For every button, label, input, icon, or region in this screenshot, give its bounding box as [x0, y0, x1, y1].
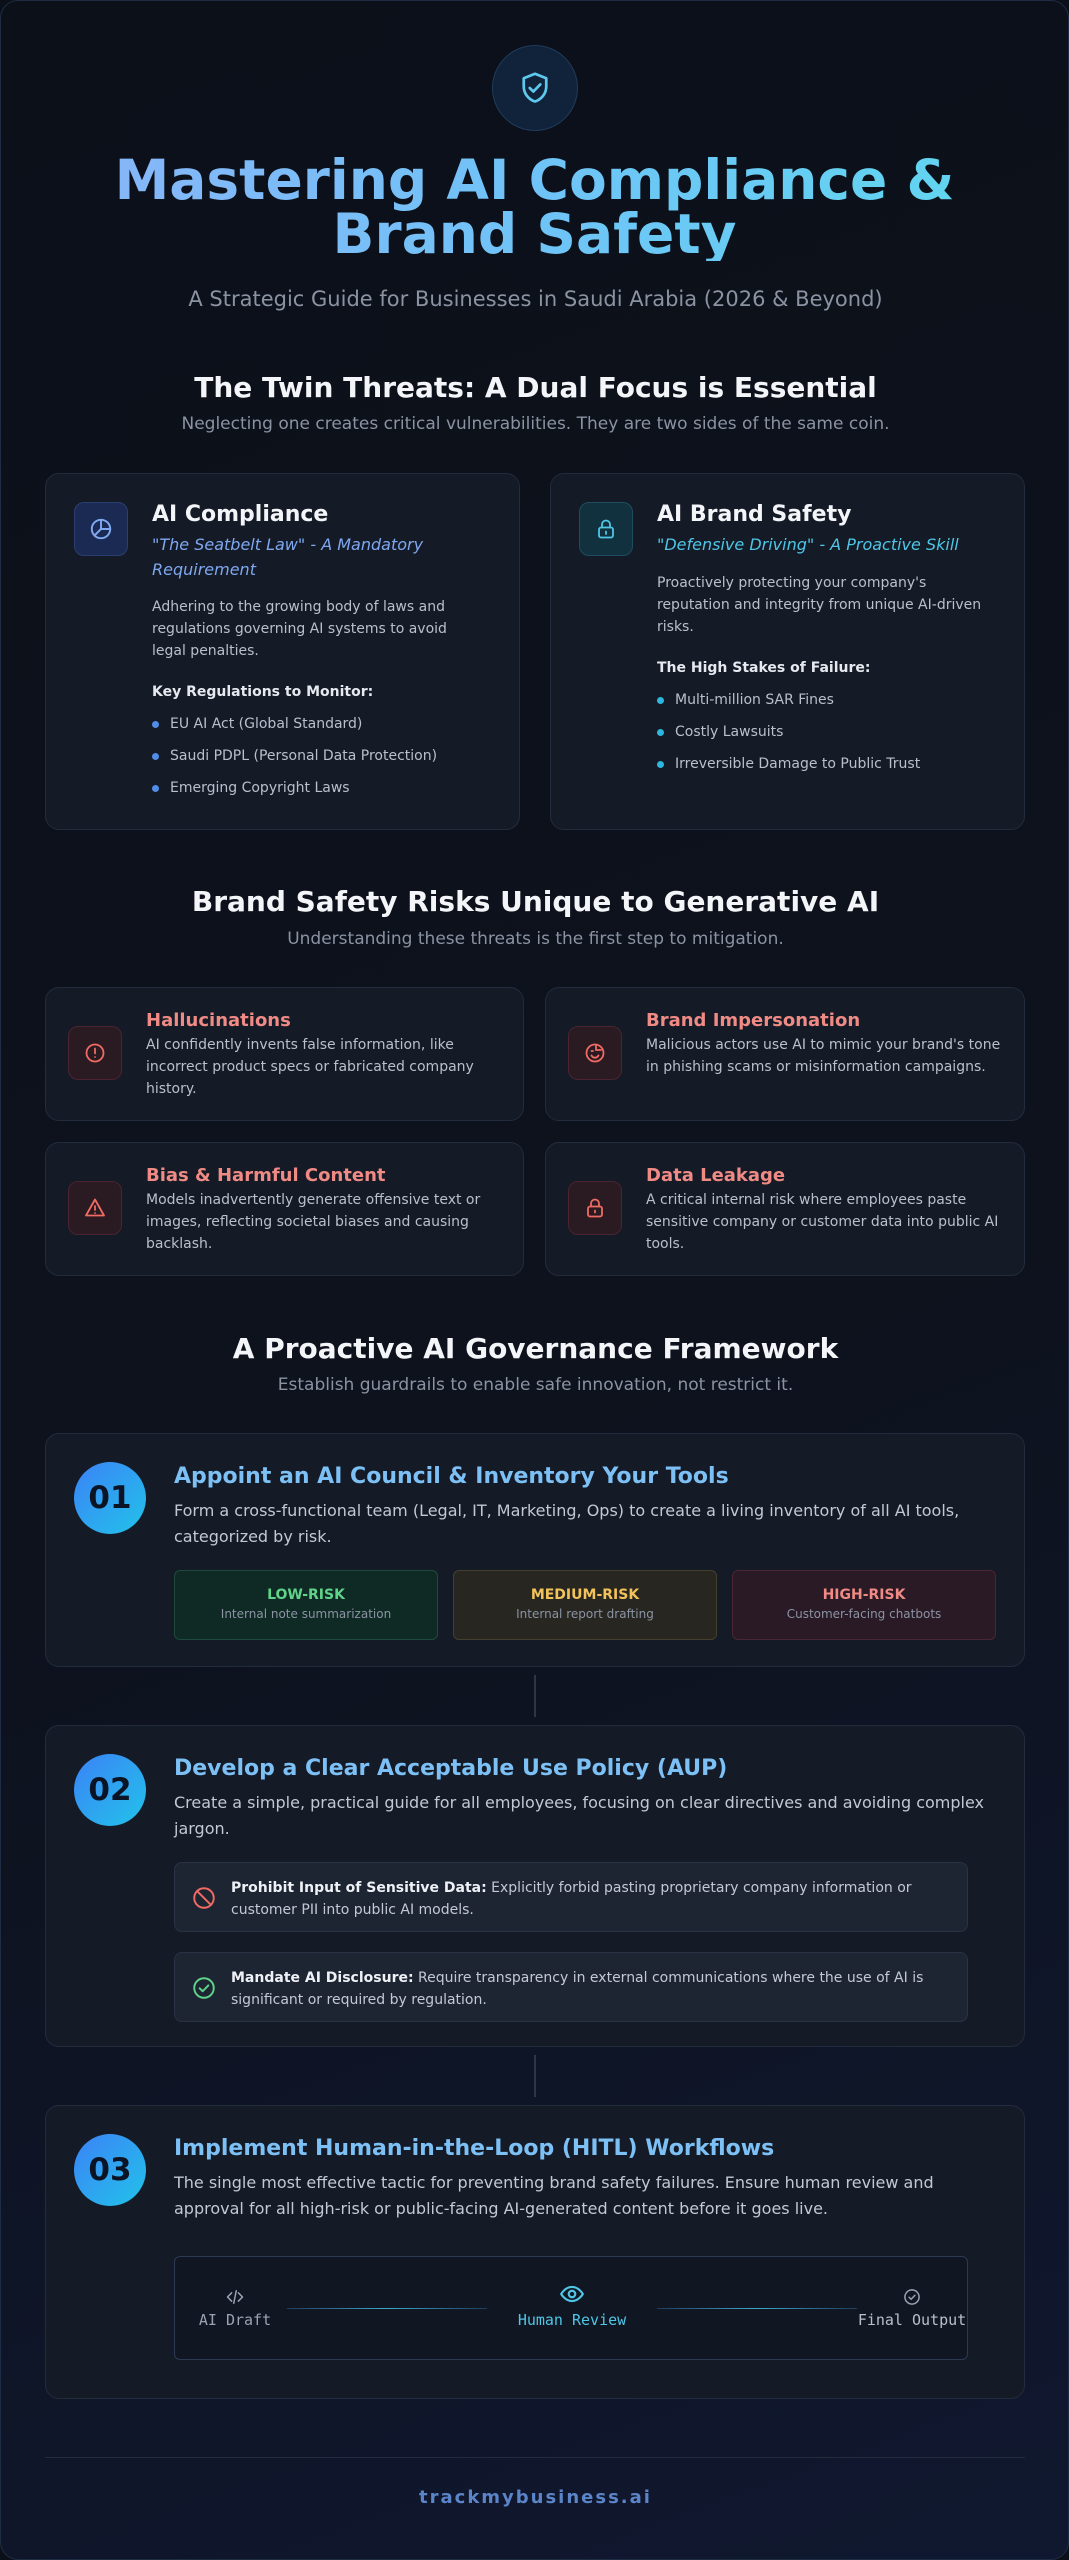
step-number: 01 [74, 1462, 146, 1534]
twin-threats-subtitle: Neglecting one creates critical vulnerabilities. They are two sides of the same coin. [181, 414, 890, 434]
list-item: Saudi PDPL (Personal Data Protection) [152, 746, 492, 778]
flow-step-human-review: Human Review [492, 2281, 652, 2329]
step-connector [534, 1675, 536, 1717]
step-number: 03 [74, 2134, 146, 2206]
step-title: Develop a Clear Acceptable Use Policy (AUP) [174, 1756, 728, 1781]
step-title: Appoint an AI Council & Inventory Your Tools [174, 1464, 729, 1489]
alert-circle-icon [68, 1026, 122, 1080]
brand-safety-description: Proactively protecting your company's reputation and integrity from unique AI-driven risks. [657, 575, 982, 635]
brand-safety-card [550, 473, 1025, 830]
warning-triangle-icon [68, 1181, 122, 1235]
mask-icon [568, 1026, 622, 1080]
step-description: The single most effective tactic for preventing brand safety failures. Ensure human review and approval for all high-risk or public-facing AI-generated content before it goes live. [174, 2173, 934, 2218]
check-circle-icon [902, 2287, 922, 2307]
policy-rule-text: Mandate AI Disclosure: Require transparency in external communications where the use of AI is significant or required by regulation. [231, 1970, 924, 2008]
compliance-card [45, 473, 520, 830]
stakes-list [657, 690, 997, 786]
tier-example: Customer-facing chatbots [786, 1607, 942, 1621]
risk-card-hallucinations [45, 987, 524, 1121]
tier-name: MEDIUM-RISK [530, 1587, 640, 1603]
step-description: Form a cross-functional team (Legal, IT, Marketing, Ops) to create a living inventory of all AI tools, categorized by risk. [174, 1501, 960, 1546]
compliance-quote: "The Seatbelt Law" - A Mandatory Requirement [152, 535, 424, 579]
flow-connector [657, 2308, 857, 2309]
check-circle-icon [191, 1975, 217, 2001]
policy-rule-label: Mandate AI Disclosure: [231, 1970, 414, 1986]
risk-description: AI confidently invents false information, like incorrect product specs or fabricated company history. [146, 1037, 474, 1097]
list-item: Costly Lawsuits [657, 722, 997, 754]
brand-safety-title: AI Brand Safety [657, 502, 852, 527]
risks-subtitle: Understanding these threats is the first step to mitigation. [287, 929, 784, 949]
brand-safety-list-label: The High Stakes of Failure: [657, 660, 871, 676]
scale-icon [74, 502, 128, 556]
hitl-workflow [174, 2256, 968, 2360]
risk-card-data-leakage [545, 1142, 1025, 1276]
policy-rule-prohibit [174, 1862, 968, 1932]
framework-title: A Proactive AI Governance Framework [232, 1332, 839, 1365]
tier-example: Internal note summarization [220, 1607, 392, 1621]
step-title: Implement Human-in-the-Loop (HITL) Workflows [174, 2136, 775, 2161]
twin-threats-title: The Twin Threats: A Dual Focus is Essential [194, 371, 877, 404]
tier-name: HIGH-RISK [822, 1587, 906, 1603]
tier-high-risk [732, 1570, 996, 1640]
tier-low-risk [174, 1570, 438, 1640]
tier-medium-risk [453, 1570, 717, 1640]
risks-title: Brand Safety Risks Unique to Generative AI [191, 885, 880, 918]
risk-description: Models inadvertently generate offensive text or images, reflecting societal biases and causing backlash. [146, 1192, 481, 1252]
list-item: Emerging Copyright Laws [152, 778, 492, 810]
flow-step-ai-draft: AI Draft [187, 2287, 283, 2329]
compliance-list-label: Key Regulations to Monitor: [152, 684, 374, 700]
flow-connector [287, 2308, 487, 2309]
risk-title: Brand Impersonation [646, 1010, 861, 1031]
tier-name: LOW-RISK [267, 1587, 345, 1603]
compliance-description: Adhering to the growing body of laws and regulations governing AI systems to avoid legal penalties. [152, 599, 447, 659]
policy-rule-label: Prohibit Input of Sensitive Data: [231, 1880, 487, 1896]
policy-rule-text: Prohibit Input of Sensitive Data: Explicitly forbid pasting proprietary company information or customer PII into public AI models. [231, 1880, 912, 1918]
code-icon [225, 2287, 245, 2307]
list-item: EU AI Act (Global Standard) [152, 714, 492, 746]
lock-icon [579, 502, 633, 556]
risk-description: Malicious actors use AI to mimic your brand's tone in phishing scams or misinformation campaigns. [646, 1037, 1001, 1075]
lock-icon [568, 1181, 622, 1235]
risk-card-impersonation [545, 987, 1025, 1121]
framework-subtitle: Establish guardrails to enable safe innovation, not restrict it. [277, 1375, 794, 1395]
list-item: Irreversible Damage to Public Trust [657, 754, 997, 786]
risk-title: Bias & Harmful Content [146, 1165, 386, 1186]
risk-description: A critical internal risk where employees paste sensitive company or customer data into public AI tools. [646, 1192, 999, 1252]
compliance-title: AI Compliance [152, 502, 329, 527]
step-number: 02 [74, 1754, 146, 1826]
footer-divider [45, 2457, 1025, 2458]
policy-rule-disclosure [174, 1952, 968, 2022]
list-item: Multi-million SAR Fines [657, 690, 997, 722]
shield-check-icon [492, 45, 578, 131]
tier-example: Internal report drafting [516, 1607, 654, 1621]
regulations-list [152, 714, 492, 810]
eye-icon [557, 2281, 587, 2307]
risk-card-bias [45, 1142, 524, 1276]
step-description: Create a simple, practical guide for all employees, focusing on clear directives and avoiding complex jargon. [174, 1793, 984, 1838]
step-card-2 [45, 1725, 1025, 2047]
footer-brand-link[interactable]: trackmybusiness.ai [419, 2487, 652, 2508]
prohibited-icon [191, 1885, 217, 1911]
risk-title: Hallucinations [146, 1010, 291, 1031]
page-subtitle: A Strategic Guide for Businesses in Saudi Arabia (2026 & Beyond) [188, 287, 883, 311]
page-title: Mastering AI Compliance & Brand Safety [31, 153, 1038, 261]
step-connector [534, 2055, 536, 2097]
brand-safety-quote: "Defensive Driving" - A Proactive Skill [657, 535, 959, 554]
step-card-1 [45, 1433, 1025, 1667]
flow-step-final-output: Final Output [857, 2287, 967, 2329]
step-card-3 [45, 2105, 1025, 2399]
risk-title: Data Leakage [646, 1165, 786, 1186]
